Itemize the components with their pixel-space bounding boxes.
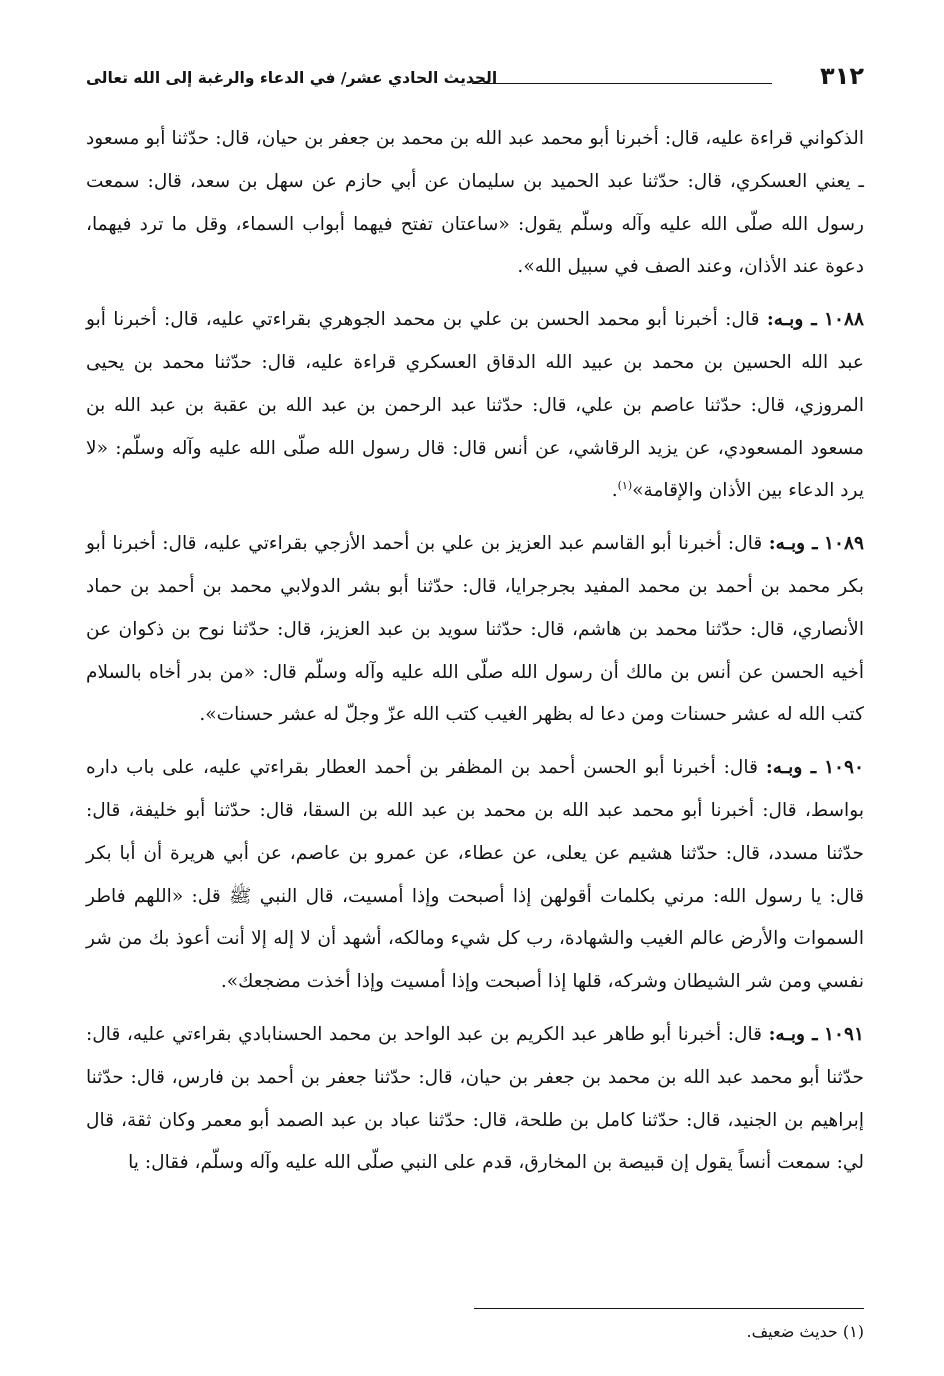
hadith-lead: ـ وبـه:	[765, 757, 817, 779]
footnote: (١) حديث ضعيف.	[746, 1322, 864, 1341]
paragraph-text: الذكواني قراءة عليه، قال: أخبرنا أبو محمد عبد الله بن محمد بن جعفر بن حيان، قال: حدّثنا أبو مسعود ـ يعني العسكري، قال: حدّثنا عبد الحميد بن سليمان عن أبي حازم عن سهل بن سعد، قال: سمعت رسول الله صلّى الله عليه وآله وسلّم يقول: «ساعتان تفتح فيهما أبواب السماء، وقل ما ترد فيهما، دعوة عند الأذان، وعند الصف في سبيل الله».	[86, 128, 864, 278]
hadith-lead: ـ وبـه:	[768, 1023, 818, 1045]
page-number: ٣١٢	[820, 62, 864, 90]
header-title: الحديث الحادي عشر/ في الدعاء والرغبة إلى الله تعالى	[86, 68, 498, 87]
hadith-number: ١٠٩٠	[824, 757, 865, 779]
footnote-rule	[474, 1308, 864, 1309]
hadith-1090	[86, 747, 864, 1004]
hadith-number: ١٠٨٨	[824, 309, 864, 331]
hadith-lead: ـ وبـه:	[768, 533, 818, 555]
body-text	[86, 118, 864, 1185]
paragraph-text: قال: أخبرنا أبو طاهر عبد الكريم بن عبد الواحد بن محمد الحسنابادي بقراءتي عليه، قال: حدّثنا أبو محمد عبد الله بن محمد بن جعفر بن حيان، قال: حدّثنا جعفر بن أحمد بن فارس، قال: حدّثنا إبراهيم بن الجنيد، قال: حدّثنا كامل بن طلحة، قال: حدّثنا عباد بن عبد الصمد أبو معمر وكان ثقة، قال لي: سمعت أنساً يقول إن قبيصة بن المخارق، قدم على النبي صلّى الله عليه وآله وسلّم، فقال: يا	[86, 1023, 864, 1174]
hadith-number: ١٠٩١	[824, 1023, 864, 1045]
hadith-number: ١٠٨٩	[824, 533, 864, 555]
paragraph-text: قال: أخبرنا أبو محمد الحسن بن علي بن محمد الجوهري بقراءتي عليه، قال: أخبرنا أبو عبد الله الحسين بن محمد بن عبيد الله الدقاق العسكري قراءة عليه، قال: حدّثنا محمد بن يحيى المروزي، قال: حدّثنا عاصم بن علي، قال: حدّثنا عبد الرحمن بن عبد الله بن عقبة بن عبد الله بن مسعود المسعودي، عن يزيد الرقاشي، عن أنس قال: قال رسول الله صلّى الله عليه وآله وسلّم: «لا يرد الدعاء بين الأذان والإقامة»	[86, 309, 864, 502]
book-page	[86, 56, 864, 1356]
hadith-1089	[86, 523, 864, 737]
paragraph-tail: .	[611, 480, 618, 502]
header-rule	[472, 83, 772, 84]
footnote-marker[interactable]: (١)	[617, 479, 633, 493]
running-header	[86, 56, 864, 94]
hadith-1091	[86, 1014, 864, 1185]
hadith-1088	[86, 299, 864, 513]
paragraph-continuation	[86, 118, 864, 289]
paragraph-text: قال: أخبرنا أبو القاسم عبد العزيز بن علي بن أحمد الأزجي بقراءتي عليه، قال: أخبرنا أبو بكر محمد بن أحمد بن محمد المفيد بجرجرايا، قال: حدّثنا أبو بشر الدولابي محمد بن أحمد بن حماد الأنصاري، قال: حدّثنا محمد بن هاشم، قال: حدّثنا سويد بن عبد العزيز، قال: حدّثنا نوح بن ذكوان عن أخيه الحسن عن أنس بن مالك أن رسول الله صلّى الله عليه وآله وسلّم قال: «من بدر أخاه بالسلام كتب الله له عشر حسنات ومن دعا له بظهر الغيب كتب الله عزّ وجلّ له عشر حسنات».	[86, 533, 864, 726]
paragraph-text: قال: أخبرنا أبو الحسن أحمد بن المظفر بن أحمد العطار بقراءتي عليه، على باب داره بواسط، قال: أخبرنا أبو محمد عبد الله بن محمد بن عبد الله بن السقا، قال: حدّثنا أبو خليفة، قال: حدّثنا مسدد، قال: حدّثنا هشيم عن يعلى، عن عطاء، عن عمرو بن عاصم، عن أبي هريرة أن أبا بكر قال: يا رسول الله: مرني بكلمات أقولهن إذا أصبحت وإذا أمسيت، قال النبي ﷺ قل: «اللهم فاطر السموات والأرض عالم الغيب والشهادة، رب كل شيء ومالكه، أشهد أن لا إله إلا أنت أعوذ بك من شر نفسي ومن شر الشيطان وشركه، قلها إذا أصبحت وإذا أمسيت وإذا أخذت مضجعك».	[86, 757, 864, 993]
hadith-lead: ـ وبـه:	[766, 309, 817, 331]
